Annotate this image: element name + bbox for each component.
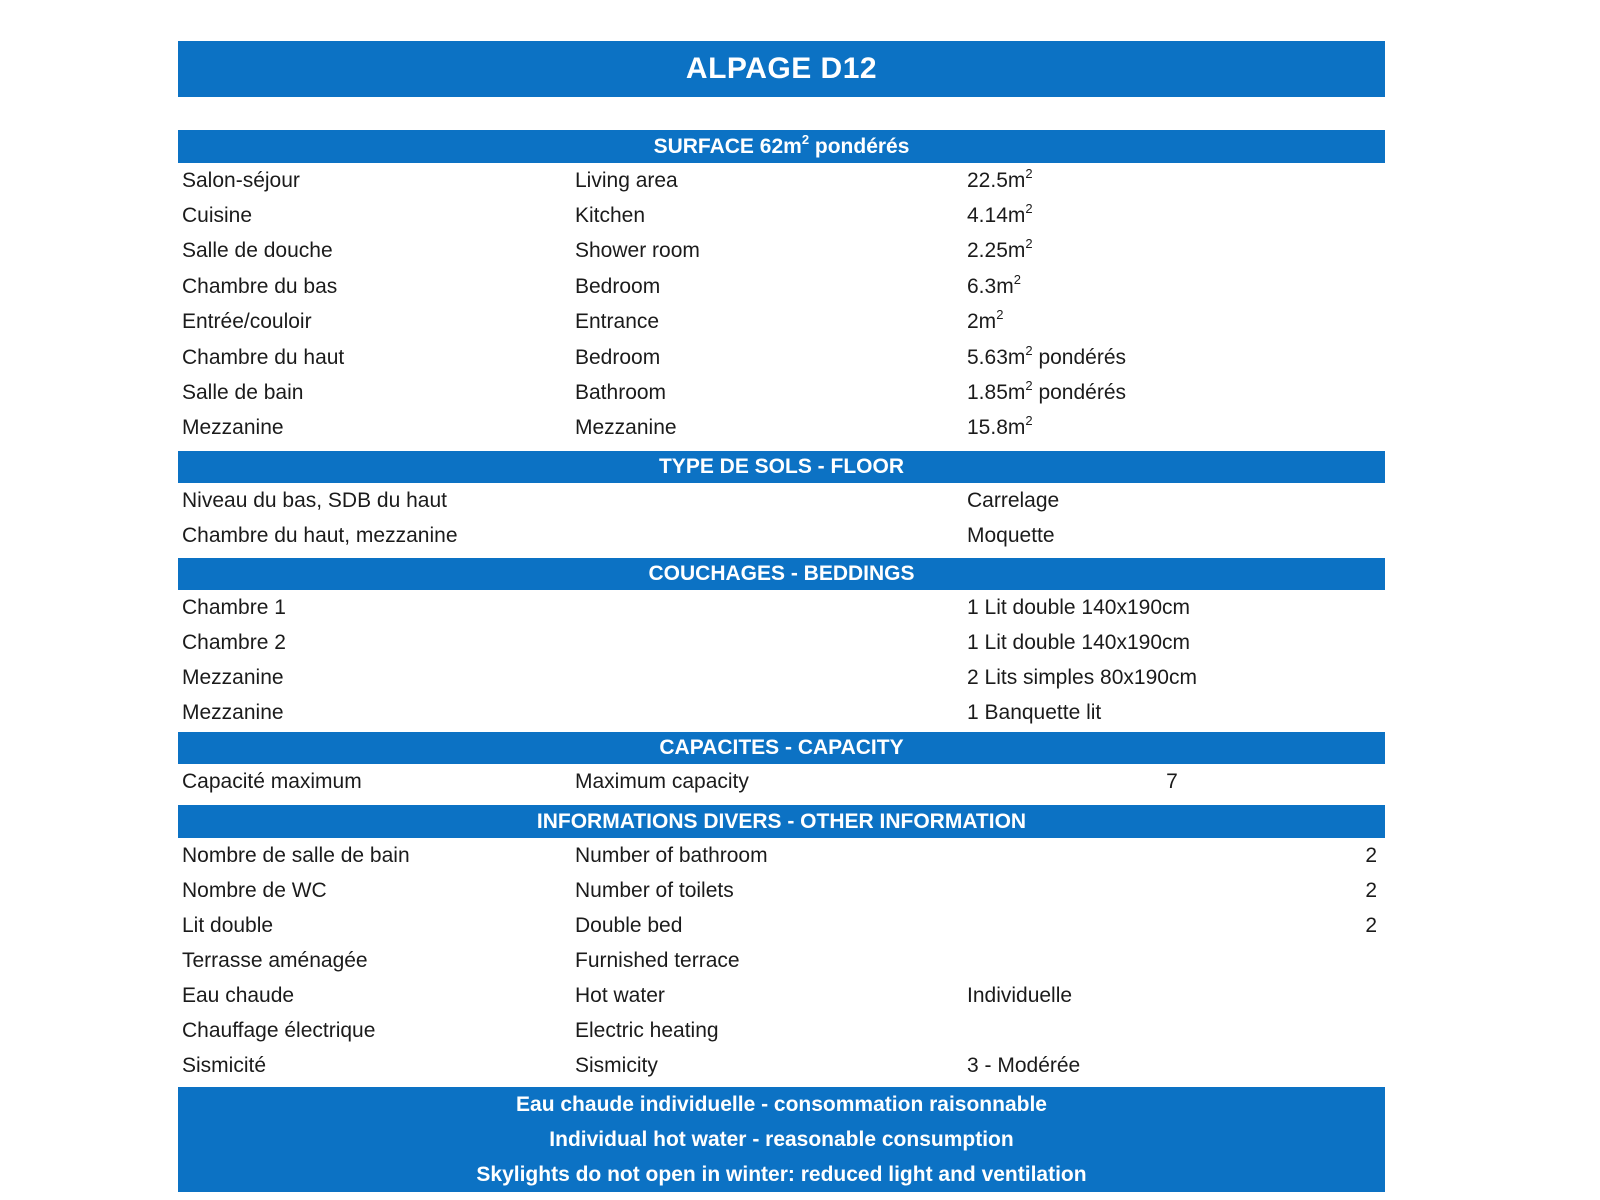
value-cell — [967, 631, 1377, 655]
value-cell — [967, 165, 1377, 193]
superscript: 2 — [996, 307, 1004, 323]
table-row — [178, 1013, 1385, 1048]
value-text: 2.25m — [967, 239, 1026, 263]
capacity-section-header-bar — [178, 732, 1385, 764]
label-fr: Capacité maximum — [182, 769, 362, 793]
label-fr: Lit double — [182, 913, 274, 937]
value-text: Carrelage — [967, 488, 1060, 512]
section-header-text — [659, 455, 904, 479]
label-en: Number of toilets — [575, 878, 734, 902]
section-floors — [178, 451, 1385, 553]
footer-note-line-fr: Eau chaude individuelle - consommation raisonnable — [516, 1093, 1047, 1117]
label-en: Living area — [575, 168, 678, 192]
table-row — [178, 198, 1385, 233]
value-text: 2 — [1365, 843, 1377, 867]
value-cell — [967, 984, 1377, 1008]
superscript: 2 — [1025, 236, 1033, 252]
label-en: Bedroom — [575, 274, 661, 298]
label-en: Kitchen — [575, 204, 646, 228]
table-row — [178, 873, 1385, 908]
beddings-section-header-bar — [178, 558, 1385, 590]
superscript: 2 — [1025, 413, 1033, 429]
label-en: Shower room — [575, 239, 700, 263]
superscript: 2 — [1025, 201, 1033, 217]
footer-note-bar — [178, 1087, 1385, 1192]
value-text: 3 - Modérée — [967, 1053, 1081, 1077]
value-cell — [967, 378, 1377, 405]
superscript: 2 — [1025, 342, 1033, 358]
label-fr: Nombre de salle de bain — [182, 843, 410, 867]
value-text: 2m — [967, 310, 997, 334]
label-fr: Chambre 1 — [182, 595, 286, 619]
value-cell — [967, 844, 1377, 868]
value-cell — [967, 879, 1377, 903]
table-row — [178, 908, 1385, 943]
table-row — [178, 483, 1385, 518]
value-cell — [967, 201, 1377, 228]
footer-note-line-en: Individual hot water - reasonable consumption — [549, 1128, 1014, 1152]
table-row — [178, 978, 1385, 1013]
value-text: 22.5m — [967, 168, 1026, 192]
value-text: Moquette — [967, 523, 1055, 547]
value-text: 1 Banquette lit — [967, 700, 1102, 724]
page-title: ALPAGE D12 — [685, 52, 878, 85]
label-fr: Chambre du haut — [182, 345, 345, 369]
value-text: 7 — [1166, 769, 1178, 793]
label-fr: Salle de douche — [182, 239, 333, 263]
table-row — [178, 1048, 1385, 1083]
label-en: Maximum capacity — [575, 769, 749, 793]
value-text: 2 Lits simples 80x190cm — [967, 665, 1197, 689]
label-fr: Chambre du haut, mezzanine — [182, 523, 458, 547]
table-row — [178, 943, 1385, 978]
table-row — [178, 340, 1385, 375]
value-cell — [967, 1054, 1377, 1078]
value-cell — [967, 524, 1377, 548]
label-fr: Niveau du bas, SDB du haut — [182, 488, 448, 512]
label-en: Double bed — [575, 913, 683, 937]
label-en: Sismicity — [575, 1053, 658, 1077]
footer-note-line-skylights: Skylights do not open in winter: reduced light and ventilation — [476, 1163, 1087, 1187]
floors-section-header-bar — [178, 451, 1385, 483]
table-row — [178, 625, 1385, 660]
value-text: 1.85m — [967, 381, 1026, 405]
table-row — [178, 234, 1385, 269]
section-header-text — [648, 562, 914, 586]
label-fr: Salle de bain — [182, 381, 304, 405]
superscript: 2 — [1013, 271, 1021, 287]
superscript: 2 — [801, 131, 810, 147]
value-text: 4.14m — [967, 204, 1026, 228]
table-row — [178, 269, 1385, 304]
value-cell — [967, 770, 1377, 794]
other-information-section-header-bar — [178, 805, 1385, 838]
value-cell — [967, 342, 1377, 370]
label-en: Mezzanine — [575, 416, 677, 440]
label-fr: Entrée/couloir — [182, 310, 312, 334]
value-text: 2 — [1365, 878, 1377, 902]
section-capacity — [178, 732, 1385, 799]
value-text: Individuelle — [967, 983, 1073, 1007]
value-cell — [967, 701, 1377, 725]
value-text: 15.8m — [967, 416, 1026, 440]
table-row — [178, 411, 1385, 446]
table-row — [178, 590, 1385, 625]
value-text: pondérés — [1032, 345, 1127, 369]
table-row — [178, 838, 1385, 873]
header-text-segment: COUCHAGES - BEDDINGS — [648, 562, 915, 586]
label-en: Electric heating — [575, 1018, 719, 1042]
table-row — [178, 660, 1385, 695]
value-cell — [967, 914, 1377, 938]
value-text: 1 Lit double 140x190cm — [967, 595, 1190, 619]
value-cell — [967, 596, 1377, 620]
label-en: Bathroom — [575, 381, 667, 405]
label-en: Furnished terrace — [575, 948, 740, 972]
value-text: 6.3m — [967, 274, 1014, 298]
section-header-text — [659, 736, 903, 760]
value-cell — [967, 307, 1377, 334]
label-fr: Chauffage électrique — [182, 1018, 376, 1042]
label-fr: Sismicité — [182, 1053, 267, 1077]
label-fr: Chambre 2 — [182, 630, 286, 654]
label-fr: Salon-séjour — [182, 168, 300, 192]
superscript: 2 — [1025, 378, 1033, 394]
header-text-segment: pondérés — [809, 134, 910, 158]
value-text: 5.63m — [967, 345, 1026, 369]
value-text: pondérés — [1032, 381, 1127, 405]
label-en: Number of bathroom — [575, 843, 768, 867]
label-en: Hot water — [575, 983, 665, 1007]
section-header-text — [653, 131, 910, 159]
table-row — [178, 518, 1385, 553]
value-text: 2 — [1365, 913, 1377, 937]
title-gap — [178, 97, 1385, 130]
label-fr: Eau chaude — [182, 983, 295, 1007]
section-other-information — [178, 805, 1385, 1083]
superscript: 2 — [1025, 165, 1033, 181]
label-fr: Terrasse aménagée — [182, 948, 368, 972]
header-text-segment: TYPE DE SOLS - FLOOR — [658, 455, 905, 479]
value-cell — [967, 666, 1377, 690]
value-cell — [967, 271, 1377, 299]
label-fr: Mezzanine — [182, 416, 284, 440]
table-row — [178, 695, 1385, 730]
section-beddings — [178, 558, 1385, 730]
header-text-segment: CAPACITES - CAPACITY — [659, 736, 904, 760]
surface-section-header-bar — [178, 130, 1385, 163]
label-fr: Cuisine — [182, 204, 253, 228]
label-fr: Chambre du bas — [182, 274, 338, 298]
value-cell — [967, 236, 1377, 263]
property-info-sheet — [178, 41, 1385, 1192]
label-fr: Mezzanine — [182, 665, 284, 689]
sections-container — [178, 130, 1385, 1083]
value-cell — [967, 489, 1377, 513]
table-row — [178, 305, 1385, 340]
label-en: Entrance — [575, 310, 660, 334]
title-bar — [178, 41, 1385, 97]
section-surface — [178, 130, 1385, 446]
value-cell — [967, 413, 1377, 440]
table-row — [178, 163, 1385, 198]
header-text-segment: SURFACE 62m — [653, 134, 802, 158]
label-fr: Nombre de WC — [182, 878, 327, 902]
value-text: 1 Lit double 140x190cm — [967, 630, 1190, 654]
table-row — [178, 375, 1385, 410]
label-en: Bedroom — [575, 345, 661, 369]
table-row — [178, 764, 1385, 799]
header-text-segment: INFORMATIONS DIVERS - OTHER INFORMATION — [536, 809, 1027, 833]
section-header-text — [537, 810, 1026, 834]
label-fr: Mezzanine — [182, 700, 284, 724]
